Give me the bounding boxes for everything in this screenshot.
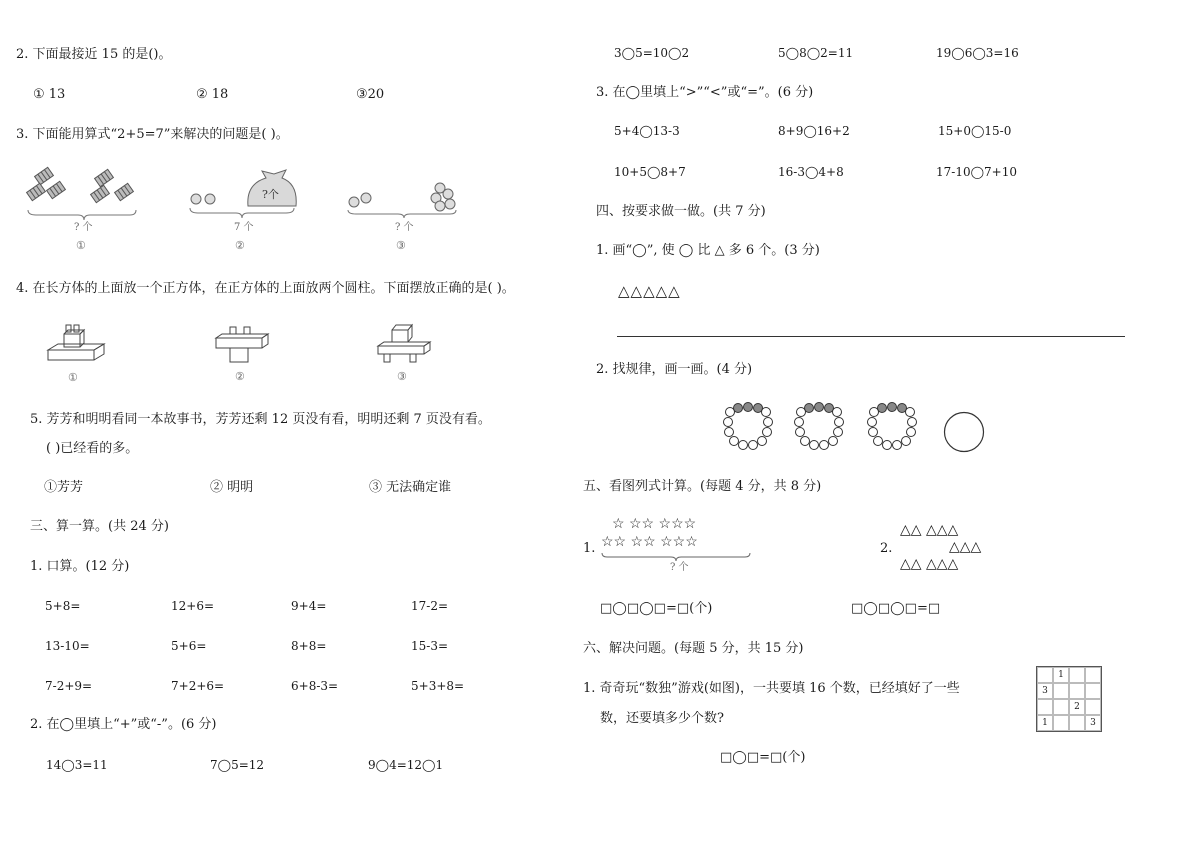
stars-brace [601, 552, 751, 562]
sudoku-cell: 1 [1037, 715, 1053, 731]
q4-picture-1 [46, 324, 106, 366]
sudoku-cell [1069, 715, 1085, 731]
oral-1-3: 9+4= [291, 599, 327, 613]
answer-format-1: □◯□◯□=□(个) [600, 601, 713, 616]
oral-1-2: 12+6= [171, 599, 215, 613]
q3-mark-1: ① [76, 239, 86, 252]
sudoku-cell [1069, 683, 1085, 699]
section-4-q2: 2. 找规律，画一画。(4 分) [596, 362, 753, 377]
answer-format-2: □◯□◯□=□ [851, 601, 941, 616]
compare-2-3: 17-10◯7+10 [936, 165, 1017, 179]
q5-option-2: ② 明明 [210, 480, 254, 495]
compare-1-1: 5+4◯13-3 [614, 124, 680, 138]
sudoku-cell [1053, 699, 1069, 715]
oral-2-4: 15-3= [411, 639, 449, 653]
plus-minus-2-3: 19◯6◯3=16 [936, 46, 1019, 60]
section-6-q1-line-1: 1. 奇奇玩“数独”游戏(如图)，一共要填 16 个数，已经填好了一些 [583, 681, 960, 696]
pattern-bracelet-2 [795, 404, 843, 450]
q3-caption-1: ? 个 [74, 222, 93, 233]
sudoku-cell [1085, 683, 1101, 699]
tri-row-3: △△ △△△ [900, 556, 959, 572]
triangle-rows [900, 522, 981, 573]
problem-2-label: 2. [880, 541, 893, 556]
compare-title: 3. 在◯里填上“>”“<”或“=”。(6 分) [596, 85, 814, 100]
tri-row-2: △△△ [949, 539, 982, 555]
q3-picture-balls [344, 180, 464, 223]
section-6-q1-line-2: 数，还要填多少个数? [600, 711, 724, 726]
section-3-sub-1: 1. 口算。(12 分) [30, 559, 130, 574]
problem-1-label: 1. [583, 541, 596, 556]
q2-option-1: ① 13 [33, 87, 66, 102]
oral-2-2: 5+6= [171, 639, 207, 653]
q5-option-3: ③ 无法确定谁 [369, 480, 452, 495]
oral-1-4: 17-2= [411, 599, 449, 613]
q4-title: 4. 在长方体的上面放一个正方体，在正方体的上面放两个圆柱。下面摆放正确的是( )。 [16, 281, 515, 296]
q5-line-2: ( )已经看的多。 [46, 441, 139, 456]
q3-picture-spools [26, 168, 142, 223]
tri-row-1: △△ △△△ [900, 522, 959, 538]
q4-mark-1: ① [68, 371, 78, 384]
oral-3-4: 5+3+8= [411, 679, 465, 693]
q3-caption-3: ? 个 [395, 222, 414, 233]
q3-mark-3: ③ [396, 239, 406, 252]
sudoku-cell [1085, 667, 1101, 683]
q5-option-1: ①芳芳 [44, 480, 84, 495]
section-5-title: 五、看图列式计算。(每题 4 分，共 8 分) [583, 479, 822, 494]
plus-minus-1-2: 7◯5=12 [210, 758, 265, 772]
q3-picture-bag [186, 166, 298, 223]
pattern-blank-circle [943, 411, 985, 453]
compare-2-1: 10+5◯8+7 [614, 165, 686, 179]
q4-picture-3 [376, 322, 432, 364]
q4-picture-2 [214, 326, 270, 364]
section-6-title: 六、解决问题。(每题 5 分，共 15 分) [583, 641, 804, 656]
q3-bag-label: ?个 [262, 188, 279, 201]
answer-line [617, 336, 1125, 337]
pattern-bracelet-1 [724, 404, 772, 450]
section-3-title: 三、算一算。(共 24 分) [30, 519, 169, 534]
q3-title: 3. 下面能用算式“2+5=7”来解决的问题是( )。 [16, 127, 289, 142]
pattern-bracelet-3 [868, 404, 916, 450]
plus-minus-1-3: 9◯4=12◯1 [368, 758, 444, 772]
q2-option-3: ③20 [356, 87, 385, 102]
oral-1-1: 5+8= [45, 599, 81, 613]
sudoku-cell [1085, 699, 1101, 715]
q5-line-1: 5. 芳芳和明明看同一本故事书，芳芳还剩 12 页没有看，明明还剩 7 页没有看。 [30, 412, 491, 427]
sudoku-cell: 3 [1037, 683, 1053, 699]
sudoku-cell [1053, 683, 1069, 699]
sudoku-cell [1037, 667, 1053, 683]
plus-minus-1-1: 14◯3=11 [46, 758, 108, 772]
section-4-q1: 1. 画“◯”, 使 ◯ 比 △ 多 6 个。(3 分) [596, 243, 820, 258]
oral-2-3: 8+8= [291, 639, 327, 653]
sudoku-cell: 1 [1053, 667, 1069, 683]
stars-caption: ? 个 [670, 562, 689, 573]
plus-minus-2-1: 3◯5=10◯2 [614, 46, 690, 60]
sudoku-cell: 2 [1069, 699, 1085, 715]
q3-caption-2: 7 个 [234, 222, 254, 233]
q3-mark-2: ② [235, 239, 245, 252]
q4-mark-3: ③ [397, 370, 407, 383]
q2-option-2: ② 18 [196, 87, 229, 102]
sudoku-cell: 3 [1085, 715, 1101, 731]
q4-mark-2: ② [235, 370, 245, 383]
compare-1-3: 15+0◯15-0 [938, 124, 1012, 138]
plus-minus-2-2: 5◯8◯2=11 [778, 46, 854, 60]
triangles-row: △△△△△ [618, 282, 681, 300]
sudoku-cell [1037, 699, 1053, 715]
oral-3-2: 7+2+6= [171, 679, 225, 693]
sudoku-cell [1053, 715, 1069, 731]
section-6-answer: □◯□=□(个) [720, 750, 806, 765]
q2-title: 2. 下面最接近 15 的是()。 [16, 47, 172, 62]
compare-1-2: 8+9◯16+2 [778, 124, 850, 138]
oral-2-1: 13-10= [45, 639, 90, 653]
section-4-title: 四、按要求做一做。(共 7 分) [596, 204, 766, 219]
sudoku-grid [1036, 666, 1102, 732]
sudoku-cell [1069, 667, 1085, 683]
oral-3-1: 7-2+9= [45, 679, 93, 693]
stars-row-2: ☆☆ ☆☆ ☆☆☆ [601, 534, 698, 550]
compare-2-2: 16-3◯4+8 [778, 165, 844, 179]
stars-row-1: ☆ ☆☆ ☆☆☆ [612, 516, 697, 532]
section-3-sub-2: 2. 在◯里填上“+”或“-”。(6 分) [30, 717, 217, 732]
oral-3-3: 6+8-3= [291, 679, 339, 693]
